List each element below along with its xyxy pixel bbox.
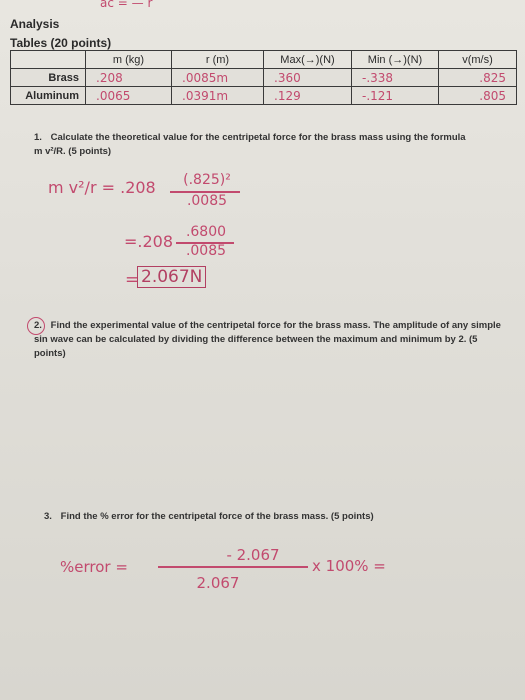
table-header-row — [11, 51, 517, 69]
cell-mass: .0065 — [86, 87, 172, 105]
question-text: Calculate the theoretical value for the centripetal force for the brass mass using the formula m v²/R. (5 points) — [34, 132, 466, 157]
header-radius: r (m) — [172, 51, 264, 69]
cell-radius: .0085m — [172, 69, 264, 87]
question-number: 2. — [34, 320, 42, 331]
q1-work-lhs: m v²/r = .208 — [48, 178, 156, 197]
cell-max: .129 — [264, 87, 352, 105]
header-blank — [11, 51, 86, 69]
cell-velocity: .805 — [439, 87, 517, 105]
header-mass: m (kg) — [86, 51, 172, 69]
data-table — [10, 50, 517, 105]
q1-work-numerator-2: .6800 — [185, 224, 227, 240]
question-text: Find the experimental value of the centripetal force for the brass mass. The amplitude of any simple sin wave can be calculated by dividing the difference between the maximum and minimum by 2. (5 points) — [34, 320, 501, 359]
tables-heading: Tables (20 points) — [10, 36, 112, 50]
q1-work-denominator-2: .0085 — [185, 243, 227, 259]
top-handwritten-scribble: ac = — r — [100, 0, 153, 10]
q1-answer-equals: = — [125, 270, 140, 290]
cell-max: .360 — [264, 69, 352, 87]
table-row — [11, 69, 517, 87]
question-number: 3. — [44, 511, 52, 522]
table-row — [11, 87, 517, 105]
q1-boxed-answer: 2.067N — [137, 266, 206, 288]
row-label: Aluminum — [11, 87, 86, 105]
cell-mass: .208 — [86, 69, 172, 87]
question-2 — [34, 319, 504, 361]
cell-velocity: .825 — [439, 69, 517, 87]
q1-work-denominator-1: .0085 — [186, 193, 228, 209]
question-text: Find the % error for the centripetal force of the brass mass. (5 points) — [60, 511, 374, 522]
question-3 — [44, 510, 484, 524]
q3-work-denominator: 2.067 — [196, 574, 240, 592]
q3-work-rhs: x 100% = — [312, 557, 386, 575]
header-max-force: Max(→)(N) — [264, 51, 352, 69]
header-min-force: Min (→)(N) — [352, 51, 439, 69]
q3-fraction-bar — [158, 566, 308, 568]
row-label: Brass — [11, 69, 86, 87]
question-number: 1. — [34, 132, 42, 143]
analysis-heading: Analysis — [10, 17, 60, 31]
cell-radius: .0391m — [172, 87, 264, 105]
q3-work-numerator: - 2.067 — [226, 546, 280, 564]
cell-min: -.338 — [352, 69, 439, 87]
q3-work-lhs: %error = — [60, 558, 128, 576]
q1-work-numerator-1: (.825)² — [183, 172, 231, 188]
cell-min: -.121 — [352, 87, 439, 105]
q1-work-eq2: =.208 — [124, 232, 174, 251]
question-1 — [34, 131, 474, 159]
header-velocity: v(m/s) — [439, 51, 517, 69]
